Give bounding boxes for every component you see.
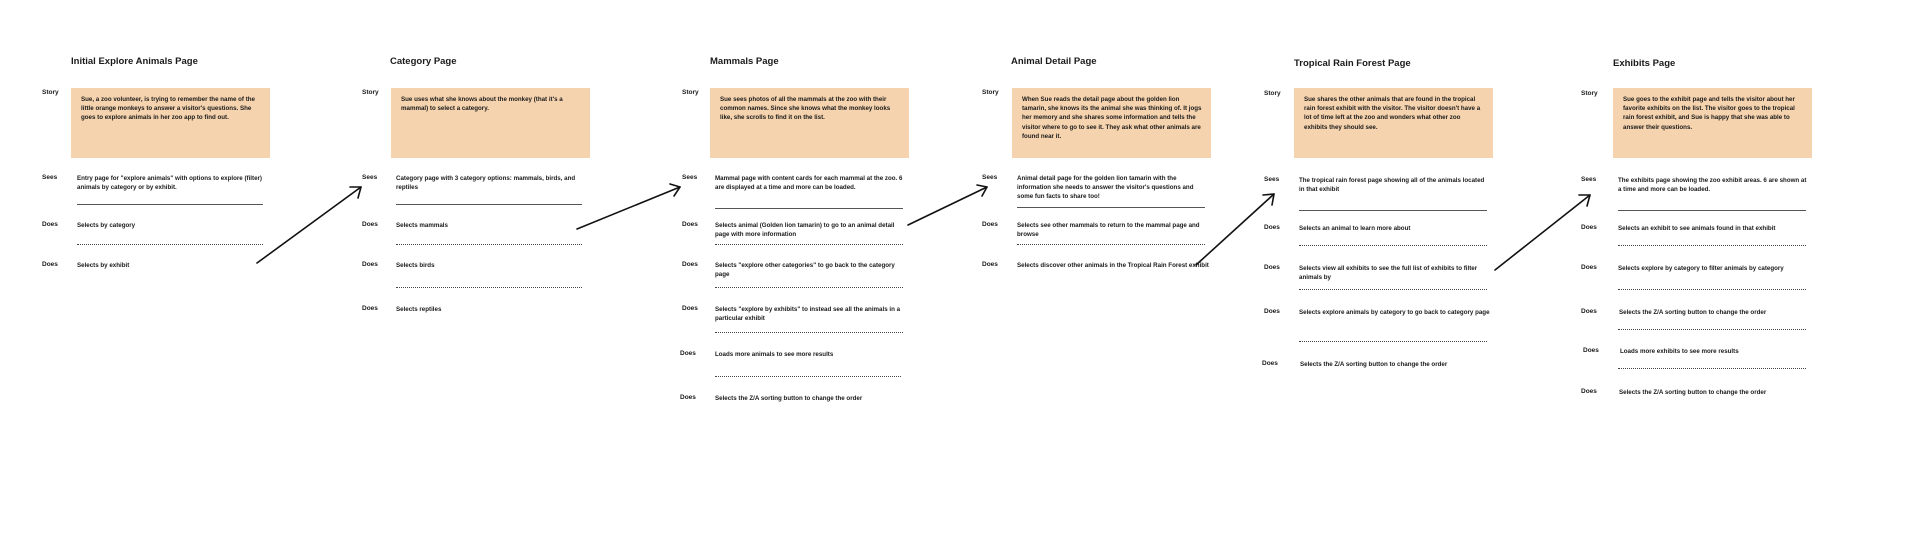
story-label: Story <box>42 89 59 96</box>
does-item: Selects mammals <box>396 222 448 229</box>
sees-label: Sees <box>682 174 698 181</box>
does-item: Selects see other mammals to return to the mammal page and browse <box>1017 222 1200 239</box>
flow-arrow-icon <box>1495 195 1590 270</box>
does-item: Loads more exhibits to see more results <box>1620 348 1739 355</box>
does-label: Does <box>1581 388 1597 395</box>
does-label: Does <box>362 261 378 268</box>
sees-label: Sees <box>982 174 998 181</box>
column-title: Mammals Page <box>710 56 779 67</box>
column-title: Category Page <box>390 56 457 67</box>
sees-label: Sees <box>42 174 58 181</box>
does-item: Selects the Z/A sorting button to change the order <box>1300 361 1448 368</box>
does-label: Does <box>680 350 696 357</box>
story-label: Story <box>1581 90 1598 97</box>
column-title: Animal Detail Page <box>1011 56 1097 67</box>
does-label: Does <box>682 305 698 312</box>
does-item: Selects an animal to learn more about <box>1299 225 1411 232</box>
does-label: Does <box>982 261 998 268</box>
does-item: Selects explore animals by category to go back to category page <box>1299 309 1490 316</box>
does-label: Does <box>362 305 378 312</box>
story-label: Story <box>982 89 999 96</box>
does-label: Does <box>1264 264 1280 271</box>
does-item: Selects by category <box>77 222 136 229</box>
story-text: Sue uses what she knows about the monkey (that it's a mammal) to select a category. <box>401 96 563 113</box>
flow-arrow-icon <box>908 185 987 225</box>
does-label: Does <box>42 221 58 228</box>
does-label: Does <box>680 394 696 401</box>
does-label: Does <box>682 261 698 268</box>
does-label: Does <box>982 221 998 228</box>
sees-text: Mammal page with content cards for each mammal at the zoo. 6 are displayed at a time and more can be loaded. <box>715 175 903 192</box>
does-label: Does <box>362 221 378 228</box>
column-title: Tropical Rain Forest Page <box>1294 58 1411 69</box>
story-text: Sue shares the other animals that are found in the tropical rain forest exhibit with the visitor. The visitor doesn't have a lot of time left at the zoo and wonders what other zoo exhibits they should see. <box>1304 96 1481 131</box>
does-item: Selects the Z/A sorting button to change the order <box>1619 309 1767 316</box>
does-label: Does <box>1262 360 1278 367</box>
sees-label: Sees <box>362 174 378 181</box>
story-label: Story <box>682 89 699 96</box>
does-label: Does <box>1581 224 1597 231</box>
story-text: Sue sees photos of all the mammals at the zoo with their common names. Since she knows what the monkey looks like, she scrolls to find it on the list. <box>720 96 891 122</box>
sees-text: Entry page for "explore animals" with options to explore (filter) animals by category or by exhibit. <box>77 175 262 192</box>
does-item: Selects the Z/A sorting button to change the order <box>715 395 863 402</box>
does-item: Loads more animals to see more results <box>715 351 834 358</box>
does-item: Selects the Z/A sorting button to change the order <box>1619 389 1767 396</box>
does-label: Does <box>1581 308 1597 315</box>
story-text: When Sue reads the detail page about the golden lion tamarin, she knows its the animal she was thinking of. It jogs her memory and she shares some information and tells the visitor where to go to see it. They ask what other animals are found near it. <box>1022 96 1202 140</box>
flow-arrow-icon <box>577 184 680 229</box>
does-item: Selects "explore by exhibits" to instead see all the animals in a particular exhibit <box>715 306 901 323</box>
flow-arrow-icon <box>257 187 361 263</box>
story-label: Story <box>1264 90 1281 97</box>
story-text: Sue, a zoo volunteer, is trying to remember the name of the little orange monkeys to answer a visitor's questions. She goes to explore animals in her zoo app to find out. <box>81 96 255 122</box>
does-label: Does <box>42 261 58 268</box>
column-title: Exhibits Page <box>1613 58 1676 69</box>
does-label: Does <box>682 221 698 228</box>
sees-label: Sees <box>1581 176 1597 183</box>
does-item: Selects reptiles <box>396 306 442 313</box>
sees-text: Category page with 3 category options: mammals, birds, and reptiles <box>396 175 576 192</box>
story-label: Story <box>362 89 379 96</box>
does-item: Selects an exhibit to see animals found in that exhibit <box>1618 225 1776 232</box>
does-label: Does <box>1581 264 1597 271</box>
does-item: Selects animal (Golden lion tamarin) to go to an animal detail page with more information <box>715 222 895 239</box>
does-item: Selects by exhibit <box>77 262 130 269</box>
does-item: Selects birds <box>396 262 435 269</box>
does-item: Selects "explore other categories" to go back to the category page <box>715 262 895 279</box>
sees-text: The exhibits page showing the zoo exhibit areas. 6 are shown at a time and more can be loaded. <box>1618 177 1807 194</box>
column-title: Initial Explore Animals Page <box>71 56 198 67</box>
does-item: Selects explore by category to filter animals by category <box>1618 265 1784 272</box>
does-item: Selects view all exhibits to see the full list of exhibits to filter animals by <box>1299 265 1478 282</box>
sees-text: The tropical rain forest page showing all of the animals located in that exhibit <box>1299 177 1485 194</box>
does-label: Does <box>1264 308 1280 315</box>
sees-label: Sees <box>1264 176 1280 183</box>
does-item: Selects discover other animals in the Tropical Rain Forest exhibit <box>1017 262 1209 269</box>
story-text: Sue goes to the exhibit page and tells the visitor about her favorite exhibits on the list. The visitor goes to the tropical rain forest exhibit, and Sue is happy that she was able to answer their questions. <box>1623 96 1795 131</box>
does-label: Does <box>1264 224 1280 231</box>
flow-arrow-icon <box>1196 194 1274 265</box>
sees-text: Animal detail page for the golden lion tamarin with the information she needs to answer the visitor's questions and some fun facts to share too! <box>1017 175 1194 201</box>
does-label: Does <box>1583 347 1599 354</box>
